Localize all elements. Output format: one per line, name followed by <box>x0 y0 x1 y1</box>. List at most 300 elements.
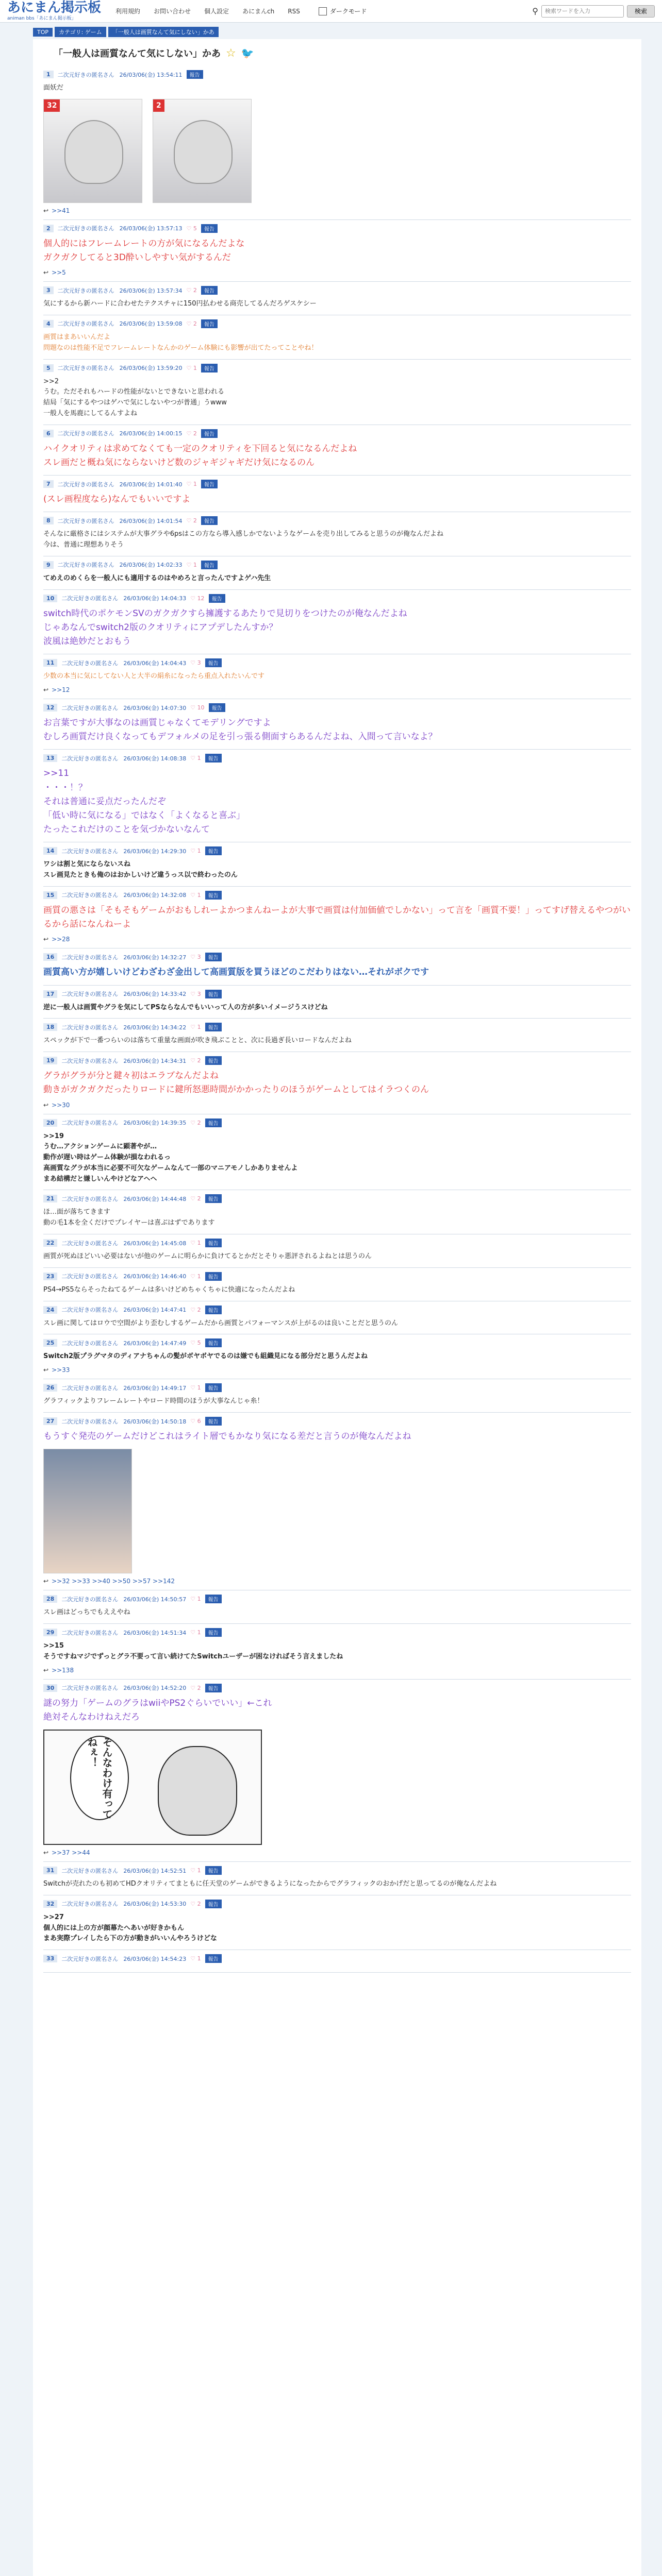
reply-links[interactable] <box>43 1101 631 1109</box>
post-author: 二次元好きの匿名さん <box>61 1307 119 1314</box>
post-line: ほ…面が落ちてきます <box>43 1208 110 1216</box>
post-header <box>43 1628 631 1637</box>
post-header <box>43 561 631 569</box>
post <box>43 476 631 512</box>
post-date: 26/03/06(金) 14:07:30 <box>123 704 187 711</box>
star-icon[interactable]: ☆ <box>226 46 236 60</box>
like-count: 2 <box>193 287 197 294</box>
post <box>43 699 631 750</box>
post-number[interactable]: 12 <box>43 704 57 711</box>
report-button[interactable]: 報告 <box>205 846 222 855</box>
post-header <box>43 480 631 488</box>
reply-anchor-text[interactable]: >>30 <box>52 1101 70 1109</box>
post-body <box>43 767 631 837</box>
post-body <box>43 573 631 584</box>
reply-anchor-text[interactable]: >>33 <box>52 1366 70 1374</box>
post-date: 26/03/06(金) 14:04:33 <box>123 595 187 602</box>
thread-title-row <box>54 46 631 60</box>
report-button[interactable]: 報告 <box>205 754 222 762</box>
like-count: 1 <box>197 848 201 855</box>
post-author: 二次元好きの匿名さん <box>61 1195 119 1202</box>
post-line: 問題なのは性能不足でフレームレートなんかのゲーム体験にも影響が出てたってことやね！ <box>43 344 318 352</box>
post-line: うむ。ただそれもハードの性能がないとできないと思われる <box>43 388 225 396</box>
post-line: 画質の悪さは「そもそもゲームがおもしれーよかつまんねーよが大事で画質は付加価値でしかない」って言を「画質不要！」ってすげ替えるやつがいるから話になんねーよ <box>43 905 631 930</box>
report-button[interactable]: 報告 <box>187 70 203 79</box>
post-number[interactable]: 6 <box>43 430 54 437</box>
post-number[interactable]: 16 <box>43 953 57 961</box>
post-line: 一般人を馬鹿にしてるんすよね <box>43 409 138 417</box>
post-date: 26/03/06(金) 14:50:57 <box>123 1596 187 1603</box>
report-button[interactable]: 報告 <box>205 1954 222 1963</box>
like-button[interactable] <box>190 659 201 666</box>
post-body <box>43 859 631 881</box>
post-number[interactable]: 19 <box>43 1057 57 1064</box>
post-date: 26/03/06(金) 14:32:08 <box>123 892 187 899</box>
like-button[interactable] <box>190 1307 201 1313</box>
search-area <box>532 5 655 18</box>
like-button[interactable] <box>190 1955 201 1962</box>
reply-links[interactable] <box>43 1366 631 1374</box>
post-line: (スレ画程度なら)なんでもいいですよ <box>43 494 191 505</box>
dark-mode-checkbox[interactable] <box>319 7 327 15</box>
heart-icon: ♡ <box>190 891 197 899</box>
post-header <box>43 1338 631 1347</box>
report-button[interactable]: 報告 <box>201 364 218 372</box>
report-button[interactable]: 報告 <box>205 1684 222 1692</box>
breadcrumb-thread[interactable]: 「一般人は画質なんて気にしない」かあ <box>108 27 219 37</box>
post-line: ガクガクしてると3D酔いしやすい気がするんだ <box>43 252 231 263</box>
reply-icon: ↩ <box>43 1101 49 1109</box>
like-count: 1 <box>197 1273 201 1280</box>
post-list <box>43 66 631 1973</box>
like-button[interactable] <box>190 704 204 711</box>
like-button[interactable] <box>190 954 201 960</box>
post-number[interactable]: 21 <box>43 1195 57 1202</box>
like-button[interactable] <box>190 1240 201 1246</box>
heart-icon: ♡ <box>186 561 193 568</box>
manga-panel-image[interactable] <box>43 1730 262 1845</box>
like-count: 5 <box>193 225 197 232</box>
post-number[interactable]: 7 <box>43 480 54 488</box>
like-count: 2 <box>197 1306 201 1313</box>
post-body <box>43 1607 631 1618</box>
post-date: 26/03/06(金) 13:54:11 <box>119 71 183 78</box>
post-number[interactable]: 2 <box>43 225 54 232</box>
post <box>43 1862 631 1895</box>
post-line: 絶対そんなわけねえだろ <box>43 1711 140 1722</box>
report-button[interactable]: 報告 <box>205 1595 222 1603</box>
post-header <box>43 594 631 603</box>
post <box>43 654 631 699</box>
post <box>43 1301 631 1335</box>
post <box>43 887 631 948</box>
post-line: switch時代のポケモンSVのガクガクすら擁護するあたりで見切りをつけたのが俺なんだよね <box>43 608 407 619</box>
post-date: 26/03/06(金) 14:29:30 <box>123 848 187 855</box>
post-header <box>43 1194 631 1203</box>
post <box>43 590 631 655</box>
like-count: 1 <box>197 1955 201 1962</box>
post-number[interactable]: 10 <box>43 595 57 602</box>
report-button[interactable]: 報告 <box>209 594 225 603</box>
report-button[interactable]: 報告 <box>205 990 222 998</box>
report-button[interactable]: 報告 <box>205 1900 222 1908</box>
reply-links[interactable] <box>43 936 631 943</box>
post-author: 二次元好きの匿名さん <box>61 1418 119 1425</box>
reply-icon: ↩ <box>43 1578 49 1585</box>
heart-icon: ♡ <box>186 481 193 488</box>
post-author: 二次元好きの匿名さん <box>61 595 119 602</box>
like-button[interactable] <box>187 320 197 327</box>
logo-title[interactable]: あにまん掲示板 <box>7 0 102 15</box>
post-header <box>43 70 631 79</box>
post-line: スペックが下で一番つらいのは落ちて重量な画面が吹き飛ぶことと、次に長過ぎ長いロードなんだよね <box>43 1037 352 1045</box>
post-author: 二次元好きの匿名さん <box>61 991 119 998</box>
post-header <box>43 1684 631 1692</box>
report-button[interactable]: 報告 <box>205 1194 222 1203</box>
post-author: 二次元好きの匿名さん <box>61 659 119 667</box>
like-button[interactable] <box>190 1629 201 1636</box>
nav-rss[interactable]: RSS <box>288 7 300 15</box>
post-line[interactable]: >>15 <box>43 1642 64 1650</box>
post-line: てめえのめくらを一般人にも適用するのはやめろと言ったんですよゲハ先生 <box>43 574 271 582</box>
post-line[interactable]: >>27 <box>43 1913 64 1921</box>
like-button[interactable] <box>190 1120 201 1126</box>
post-number[interactable]: 28 <box>43 1595 57 1603</box>
post-line: 個人的には上の方が顔幕たへあいが好きかもん <box>43 1924 185 1932</box>
post-body <box>43 1207 631 1229</box>
post-body <box>43 83 631 94</box>
like-button[interactable] <box>190 1901 201 1907</box>
post-line[interactable]: >>11 <box>43 768 70 779</box>
post-line: 気にするから新ハードに合わせたテクスチャに150円払わせる商売してるんだろゲスケシー <box>43 300 317 308</box>
post-number[interactable]: 5 <box>43 364 54 372</box>
like-button[interactable] <box>190 1195 201 1202</box>
post-author: 二次元好きの匿名さん <box>61 1384 119 1392</box>
heart-icon: ♡ <box>190 1195 197 1202</box>
reply-icon: ↩ <box>43 686 49 694</box>
post-line: じゃあなんでswitch2版のクオリティにアプデしたんすか？ <box>43 622 278 633</box>
post-number[interactable]: 1 <box>43 71 54 78</box>
post-header <box>43 658 631 667</box>
like-button[interactable] <box>190 892 201 899</box>
post-number[interactable]: 32 <box>43 1900 57 1908</box>
report-button[interactable]: 報告 <box>205 1272 222 1281</box>
like-button[interactable] <box>190 1867 201 1874</box>
like-button[interactable] <box>190 1384 201 1391</box>
post-line: 高画質なグラが本当に必要不可欠なゲームなんて一部のマニアモノしかありませんよ <box>43 1164 298 1172</box>
post-number[interactable]: 27 <box>43 1417 57 1425</box>
post-number[interactable]: 23 <box>43 1273 57 1280</box>
like-count: 2 <box>197 1195 201 1202</box>
nav-animanch[interactable]: あにまんch <box>242 8 275 15</box>
report-button[interactable]: 報告 <box>201 561 218 569</box>
post-number[interactable]: 14 <box>43 847 57 855</box>
post-date: 26/03/06(金) 14:39:35 <box>123 1120 187 1126</box>
logo-subtitle: animan bbs「あにまん掲示板」 <box>7 16 76 21</box>
post-author: 二次元好きの匿名さん <box>61 954 119 961</box>
reply-anchor-text[interactable]: >>37 >>44 <box>52 1849 90 1857</box>
post-line: 動の毛1本を全くだけでプレイヤーは喜ぶはずであります <box>43 1219 215 1227</box>
post-date: 26/03/06(金) 14:45:08 <box>123 1240 187 1247</box>
heart-icon: ♡ <box>190 848 197 855</box>
like-count: 2 <box>197 1057 201 1064</box>
report-button[interactable]: 報告 <box>205 1866 222 1875</box>
heart-icon: ♡ <box>190 1418 197 1425</box>
post-date: 26/03/06(金) 14:01:40 <box>119 481 183 488</box>
post-header <box>43 990 631 998</box>
post-number[interactable]: 30 <box>43 1684 57 1692</box>
post-date: 26/03/06(金) 14:34:22 <box>123 1024 187 1031</box>
post-line: 結局「気にするやつはゲハで気にしないやつが普通」うwww <box>43 399 227 407</box>
post-number[interactable]: 31 <box>43 1867 57 1874</box>
post-number[interactable]: 17 <box>43 990 57 998</box>
like-button[interactable] <box>187 430 197 437</box>
post-line: 動きがガクガクだったりロードに鍵所怒悪時間がかかったりのほうがゲームとしてはイラつくのん <box>43 1084 429 1095</box>
reply-links[interactable] <box>43 1578 631 1585</box>
post <box>43 1680 631 1862</box>
like-button[interactable] <box>190 1596 201 1602</box>
post <box>43 1590 631 1624</box>
post-author: 二次元好きの匿名さん <box>61 1273 119 1280</box>
post-line[interactable]: >>2 <box>43 377 59 385</box>
post <box>43 1413 631 1590</box>
post-header <box>43 1954 631 1963</box>
like-button[interactable] <box>190 1340 201 1346</box>
like-count: 1 <box>197 1240 201 1247</box>
twitter-share-icon[interactable]: 🐦 <box>241 47 254 59</box>
post-line: Switch2版プラグマタのディアナちゃんの髪がボヤボヤでるのは嫌でも組織見になる部分だと思うんだよね <box>43 1352 368 1361</box>
post-number[interactable]: 8 <box>43 517 54 524</box>
like-count: 3 <box>197 990 201 997</box>
post-line: 画質が死ぬほどいい必要はないが他のゲームに明らかに負けてるとかだとそりゃ悪評されるよねとは思うのん <box>43 1252 372 1261</box>
report-button[interactable]: 報告 <box>205 891 222 900</box>
reply-icon: ↩ <box>43 1366 49 1374</box>
post-body <box>43 1697 631 1724</box>
heart-icon: ♡ <box>190 1119 197 1126</box>
reply-icon: ↩ <box>43 207 49 214</box>
breadcrumb-category[interactable]: カテゴリ: ゲーム <box>55 27 106 37</box>
reply-anchor-text[interactable]: >>28 <box>52 936 70 943</box>
post-number[interactable]: 3 <box>43 286 54 294</box>
post-header <box>43 953 631 961</box>
post-number[interactable]: 11 <box>43 659 57 667</box>
breadcrumb <box>0 23 662 39</box>
reply-links[interactable] <box>43 1849 631 1856</box>
post-date: 26/03/06(金) 14:02:33 <box>119 562 183 569</box>
reply-links[interactable] <box>43 686 631 693</box>
report-button[interactable]: 報告 <box>201 286 218 295</box>
like-count: 2 <box>197 1900 201 1907</box>
reply-anchor-text[interactable]: >>5 <box>52 269 66 277</box>
post-body <box>43 1396 631 1407</box>
like-count: 10 <box>197 704 205 711</box>
report-button[interactable]: 報告 <box>201 480 218 488</box>
post-number[interactable]: 13 <box>43 754 57 762</box>
like-button[interactable] <box>190 595 204 602</box>
report-button[interactable]: 報告 <box>205 1239 222 1247</box>
image-badge: 2 <box>153 99 164 112</box>
like-button[interactable] <box>187 562 197 568</box>
character-hair <box>174 120 233 184</box>
report-button[interactable]: 報告 <box>205 1306 222 1314</box>
character-image[interactable] <box>153 99 252 203</box>
reply-anchor-text[interactable]: >>138 <box>52 1666 74 1674</box>
like-count: 3 <box>197 954 201 961</box>
report-button[interactable]: 報告 <box>205 953 222 961</box>
post-header <box>43 846 631 855</box>
like-count: 1 <box>197 891 201 899</box>
post-number[interactable]: 9 <box>43 561 54 569</box>
like-count: 1 <box>193 364 197 371</box>
post-header <box>43 1272 631 1281</box>
post-number[interactable]: 26 <box>43 1384 57 1392</box>
reply-links[interactable] <box>43 207 631 214</box>
post-body <box>43 442 631 470</box>
like-button[interactable] <box>187 225 197 232</box>
search-button[interactable]: 検索 <box>627 5 655 18</box>
post-author: 二次元好きの匿名さん <box>61 704 119 711</box>
post-body <box>43 299 631 310</box>
like-button[interactable] <box>190 755 201 761</box>
report-button[interactable]: 報告 <box>205 1417 222 1426</box>
post-number[interactable]: 33 <box>43 1955 57 1962</box>
nav-settings[interactable]: 個人設定 <box>204 8 229 15</box>
post-line: スレ画だと概ね気にならないけど数のジャギジャギだけ気になるのん <box>43 457 315 468</box>
reply-anchor-text[interactable]: >>32 >>33 >>40 >>50 >>57 >>142 <box>52 1578 175 1585</box>
reply-links[interactable] <box>43 269 631 276</box>
post-author: 二次元好きの匿名さん <box>61 1340 119 1347</box>
post-header <box>43 224 631 233</box>
post-line: 画質高い方が嬉しいけどわざわざ金出して高画質版を買うほどのこだわりはない…それがボクです <box>43 967 429 978</box>
post-number[interactable]: 24 <box>43 1306 57 1314</box>
report-button[interactable]: 報告 <box>205 1338 222 1347</box>
post-date: 26/03/06(金) 14:53:30 <box>123 1901 187 1908</box>
post-number[interactable]: 15 <box>43 891 57 899</box>
report-button[interactable]: 報告 <box>209 703 225 712</box>
post-line: お言葉ですが大事なのは画質じゃなくてモデリングですよ <box>43 718 271 728</box>
post-author: 二次元好きの匿名さん <box>61 1120 119 1126</box>
site-logo[interactable] <box>7 1 101 21</box>
post <box>43 948 631 985</box>
post-author: 二次元好きの匿名さん <box>57 225 114 232</box>
like-button[interactable] <box>187 517 197 524</box>
heart-icon: ♡ <box>186 430 193 437</box>
heart-icon: ♡ <box>190 954 197 961</box>
report-button[interactable]: 報告 <box>205 1056 222 1065</box>
post-body <box>43 1003 631 1013</box>
post-date: 26/03/06(金) 14:08:38 <box>123 755 187 762</box>
reply-anchor-text[interactable]: >>12 <box>52 686 70 694</box>
search-input[interactable] <box>541 5 624 18</box>
post-body <box>43 904 631 931</box>
post <box>43 1114 631 1191</box>
post-author: 二次元好きの匿名さん <box>61 1955 119 1962</box>
reply-anchor-text[interactable]: >>41 <box>52 207 70 214</box>
post-number[interactable]: 25 <box>43 1339 57 1347</box>
post-number[interactable]: 22 <box>43 1239 57 1247</box>
like-button[interactable] <box>190 991 201 997</box>
post-author: 二次元好きの匿名さん <box>61 1240 119 1247</box>
dark-mode-toggle[interactable] <box>319 7 367 15</box>
report-button[interactable]: 報告 <box>201 516 218 525</box>
heart-icon: ♡ <box>186 287 193 294</box>
heart-icon: ♡ <box>190 1306 197 1313</box>
breadcrumb-top[interactable]: TOP <box>33 28 53 37</box>
report-button[interactable]: 報告 <box>205 1118 222 1127</box>
post-number[interactable]: 29 <box>43 1629 57 1636</box>
post-body <box>43 1285 631 1296</box>
like-button[interactable] <box>190 1685 201 1691</box>
attached-photo[interactable] <box>43 1449 132 1573</box>
post-number[interactable]: 20 <box>43 1119 57 1127</box>
post-author: 二次元好きの匿名さん <box>57 365 114 372</box>
post <box>43 425 631 476</box>
heart-icon: ♡ <box>190 1684 197 1691</box>
post-line: スレ画に関してはロウで空間がより歪むしするゲームだから画質とパフォーマンスが上がるのは良いことだと思うのん <box>43 1319 398 1327</box>
post-date: 26/03/06(金) 13:57:34 <box>119 287 183 294</box>
report-button[interactable]: 報告 <box>205 1023 222 1031</box>
reply-links[interactable] <box>43 1667 631 1674</box>
post-author: 二次元好きの匿名さん <box>57 287 114 294</box>
post-line[interactable]: >>19 <box>43 1132 64 1140</box>
post-date: 26/03/06(金) 14:47:41 <box>123 1307 187 1314</box>
post-line: まあ実際プレイしたら下の方が動きがいいんやろうけどな <box>43 1935 217 1943</box>
like-button[interactable] <box>190 1024 201 1030</box>
like-button[interactable] <box>190 848 201 854</box>
report-button[interactable]: 報告 <box>205 1628 222 1637</box>
post-header <box>43 1306 631 1314</box>
post-number[interactable]: 4 <box>43 320 54 328</box>
post-author: 二次元好きの匿名さん <box>61 1867 119 1874</box>
post-line: むしろ画質だけ良くなってもデフォルメの足を引っ張る側面すらあるんだよね、入間って言いなよ？ <box>43 732 437 742</box>
heart-icon: ♡ <box>190 1273 197 1280</box>
like-button[interactable] <box>190 1273 201 1280</box>
manga-face <box>158 1746 237 1836</box>
heart-icon: ♡ <box>190 1867 197 1874</box>
report-button[interactable]: 報告 <box>201 319 218 328</box>
like-button[interactable] <box>190 1057 201 1064</box>
post-number[interactable]: 18 <box>43 1023 57 1031</box>
like-button[interactable] <box>187 481 197 487</box>
report-button[interactable]: 報告 <box>201 224 218 233</box>
post-author: 二次元好きの匿名さん <box>61 1629 119 1636</box>
like-button[interactable] <box>187 287 197 294</box>
like-button[interactable] <box>187 365 197 371</box>
like-count: 2 <box>193 517 197 524</box>
post-author: 二次元好きの匿名さん <box>57 562 114 569</box>
post-author: 二次元好きの匿名さん <box>61 892 119 899</box>
post-date: 26/03/06(金) 14:32:27 <box>123 954 187 961</box>
post-body <box>43 1069 631 1097</box>
character-image[interactable] <box>43 99 142 203</box>
like-count: 2 <box>193 430 197 437</box>
nav-terms[interactable]: 利用規約 <box>115 8 141 15</box>
heart-icon: ♡ <box>186 517 193 524</box>
like-count: 2 <box>197 1684 201 1691</box>
report-button[interactable]: 報告 <box>201 429 218 438</box>
post-header <box>43 1417 631 1426</box>
report-button[interactable]: 報告 <box>205 658 222 667</box>
post-body <box>43 332 631 354</box>
post-line: グラがグラが分と鍵々初はエラブなんだよね <box>43 1071 219 1081</box>
nav-contact[interactable]: お問い合わせ <box>154 8 191 15</box>
post-author: 二次元好きの匿名さん <box>57 71 114 78</box>
like-button[interactable] <box>190 1418 201 1425</box>
post-author: 二次元好きの匿名さん <box>57 481 114 488</box>
post <box>43 556 631 590</box>
post-body <box>43 1318 631 1329</box>
report-button[interactable]: 報告 <box>205 1383 222 1392</box>
